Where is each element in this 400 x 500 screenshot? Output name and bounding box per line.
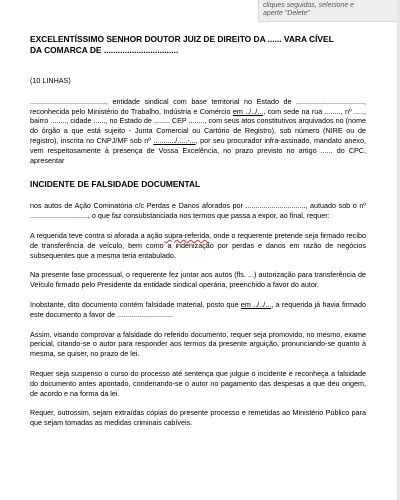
recognition-date: em ../../... [232, 106, 264, 116]
intro-paragraph [30, 97, 366, 166]
paragraph-2-text-a: A requerida teve contra si aforada a ação [30, 230, 165, 240]
paragraph-2-text-b: , onde o requerente pretende seja firmado recibo de transferência de veículo, bem como a indenização por perdas e danos em razão de negócios subsequentes que a mesma teria entabulado. [30, 230, 366, 260]
section-title: INCIDENTE DE FALSIDADE DOCUMENTAL [30, 179, 201, 190]
intro-text-c: , por seu procurador infra-assinado, mandato anexo, vem respeitosamente à presença de Vossa Excelência, no prazo previsto no artigo ...... do CPC, apresentar [30, 135, 366, 165]
paragraph-4-text-b: , a requerida já havia firmado este documento a favor de ............................ [30, 299, 366, 319]
paragraph-1: nos autos de Ação Cominatória c/c Perdas e Danos aforados por .............................., autuado sob o nº ............................., o que faz consubstanciada nos termos que passa a expor, ao final, requer: [30, 201, 366, 221]
paragraph-7: Requer, outrossim, sejam extraídas cópias do presente processo e remetidas ao Ministério Público para que sejam tomadas as medidas criminais cabíveis. [30, 408, 366, 428]
document-body [30, 34, 366, 428]
instruction-note [258, 0, 400, 22]
misspelled-word: supra-referida [164, 230, 210, 240]
paragraph-4-text-a: Inobstante, dito documento contém falsidade material, posto que [30, 299, 241, 309]
paragraph-2 [30, 231, 366, 260]
heading-line-1: EXCELENTÍSSIMO SENHOR DOUTOR JUIZ DE DIREITO DA ...... VARA CÍVEL [30, 34, 334, 44]
intro-text-b: , com sede na rua ........, nº ....., bairro ........, cidade ......, no Estado de ........ CEP ........, com seus atos constitutivos arquivados no (nome do órgão a que está sujeito - Junta Comercial ou Cartório de Registro), sob número (NIRE ou de registro), inscrita no CNPJ/MF sob nº [30, 106, 366, 145]
lines-note: (10 LINHAS) [30, 76, 71, 85]
paragraph-6: Requer seja suspenso o curso do processo até sentença que julgue o incidente e reconheça a falsidade do documento antes apontado, condenando-se o autor no pagamento das despesas a que deu origem, de acordo e na forma da lei. [30, 368, 366, 398]
document-heading [30, 34, 366, 55]
cnpj-number: .........../.....-... [153, 135, 196, 145]
paragraph-5: Assim, visando comprovar a falsidade do referido documento, requer seja promovido, no mesmo, exame pericial, citando-se o autor para responder aos termos da presente arguição, pronunciando-se quanto à mesma, se quiser, no prazo de lei. [30, 329, 366, 359]
instruction-note-line-2: aperte "Delete" [263, 10, 310, 17]
intro-text-a: ......................................, entidade sindical com base territorial no Estado de .................................., reconhecida pelo Ministério do Trabalho, Indústria e Comércio [30, 96, 366, 116]
signature-date: em ../../... [240, 299, 272, 309]
paragraph-3: Na presente fase processual, o requerente fez juntar aos autos (fls. ...) autorização para transferência de Veículo firmado pelo Presidente da entidade sindical operária, preenchido a favor do autor. [30, 270, 366, 290]
heading-line-2: DA COMARCA DE ................................ [30, 44, 179, 55]
instruction-note-line-1: cliques seguidos, selecione e [263, 2, 355, 9]
paragraph-4 [30, 300, 366, 320]
